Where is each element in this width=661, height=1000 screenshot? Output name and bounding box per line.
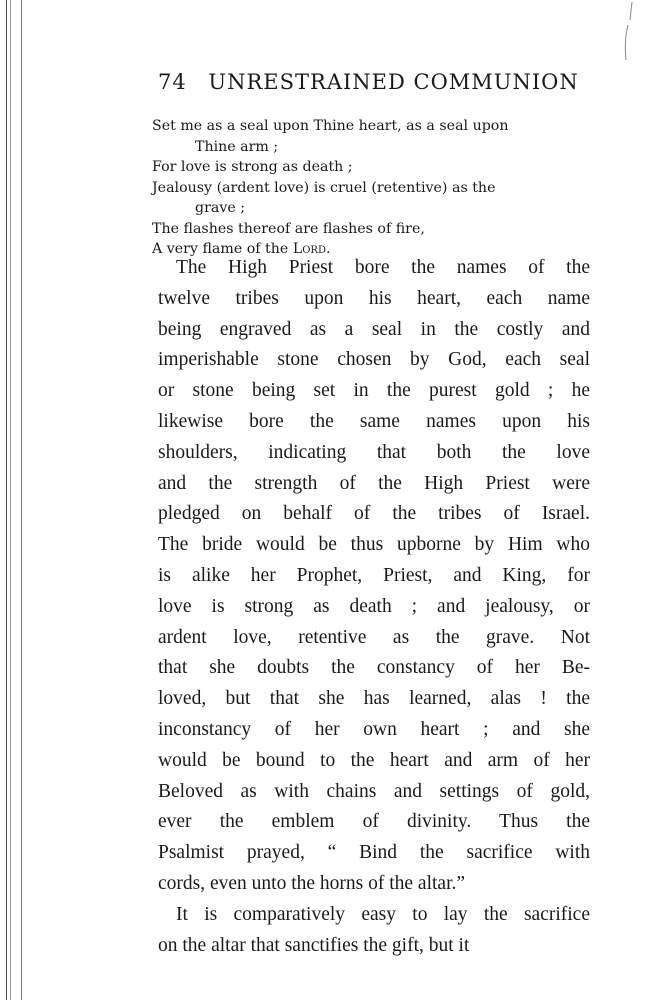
- body-line: ever the emblem of divinity. Thus the: [158, 811, 590, 833]
- body-line: cords, even unto the horns of the altar.”: [158, 872, 466, 894]
- lord-small-caps: Lord: [292, 241, 326, 257]
- body-line: being engraved as a seal in the costly and: [158, 318, 590, 340]
- page-edge-line: [6, 0, 7, 1000]
- page-edge-line: [21, 0, 22, 1000]
- body-line: shoulders, indicating that both the love: [158, 441, 590, 463]
- body-line: and the strength of the High Priest were: [158, 472, 590, 494]
- verse-quotation: [152, 116, 592, 260]
- verse-line: Set me as a seal upon Thine heart, as a seal upon: [152, 118, 509, 134]
- body-line: The High Priest bore the names of the: [176, 257, 590, 278]
- body-line: Psalmist prayed, “ Bind the sacrifice with: [158, 842, 590, 864]
- body-line: or stone being set in the purest gold ; he: [158, 380, 590, 402]
- body-text: [158, 253, 590, 961]
- page-edge-line: [10, 0, 11, 1000]
- verse-line: Thine arm ;: [195, 138, 279, 155]
- body-line: loved, but that she has learned, alas ! the: [158, 688, 590, 710]
- verse-line: Jealousy (ardent love) is cruel (retentive) as the: [152, 179, 496, 196]
- body-line: pledged on behalf of the tribes of Israel.: [158, 503, 590, 525]
- body-line: twelve tribes upon his heart, each name: [158, 287, 590, 309]
- body-line: that she doubts the constancy of her Be-: [158, 657, 590, 679]
- body-line: ardent love, retentive as the grave. Not: [158, 626, 590, 648]
- running-header: [158, 70, 579, 94]
- verse-text: A very flame of the: [152, 241, 293, 257]
- running-title: UNRESTRAINED COMMUNION: [208, 70, 579, 94]
- verse-line: The flashes thereof are flashes of fire,: [152, 220, 425, 237]
- body-line: on the altar that sanctifies the gift, but it: [158, 934, 470, 956]
- verse-line: For love is strong as death ;: [152, 159, 353, 175]
- verse-text: .: [325, 241, 331, 257]
- verse-line: grave ;: [195, 200, 246, 216]
- body-line: imperishable stone chosen by God, each seal: [158, 349, 590, 371]
- body-line: likewise bore the same names upon his: [158, 410, 590, 432]
- body-line: inconstancy of her own heart ; and she: [158, 718, 590, 740]
- body-line: The bride would be thus upborne by Him who: [158, 534, 590, 556]
- scan-mark: [618, 0, 638, 70]
- page-number: 74: [158, 70, 187, 94]
- body-line: love is strong as death ; and jealousy, or: [158, 595, 590, 617]
- body-line: is alike her Prophet, Priest, and King, for: [158, 564, 590, 586]
- body-line: Beloved as with chains and settings of gold,: [158, 780, 590, 802]
- body-line: It is comparatively easy to lay the sacrifice: [176, 903, 590, 925]
- body-line: would be bound to the heart and arm of her: [158, 749, 590, 771]
